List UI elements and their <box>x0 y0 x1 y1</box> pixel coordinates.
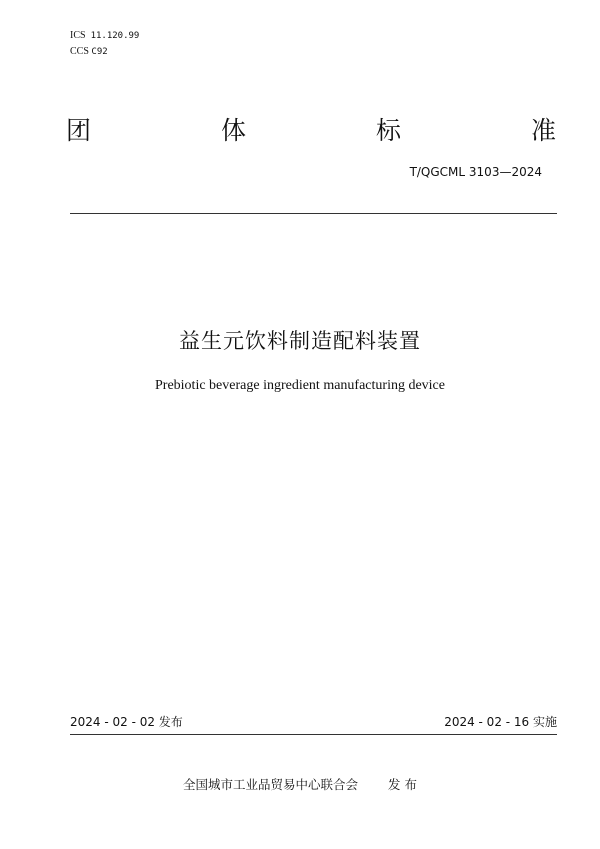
publisher-line <box>0 777 600 793</box>
implementation-date: 2024 - 02 - 16 实施 <box>444 715 557 729</box>
document-title-english: Prebiotic beverage ingredient manufacturing device <box>155 378 445 393</box>
ccs-label: CCS <box>70 46 89 57</box>
ccs-classification <box>70 46 108 58</box>
ics-label: ICS <box>70 30 86 41</box>
document-title-chinese: 益生元饮料制造配料装置 <box>179 329 421 353</box>
top-divider <box>70 213 557 214</box>
standard-type-char: 准 <box>530 116 556 145</box>
standard-number: T/QGCML 3103—2024 <box>409 165 542 179</box>
standard-type-char: 体 <box>220 116 246 145</box>
ics-classification <box>70 30 139 42</box>
ccs-code: C92 <box>91 47 108 57</box>
ics-code: 11.120.99 <box>90 31 140 41</box>
publish-action: 发 布 <box>388 777 417 792</box>
bottom-divider <box>70 734 557 735</box>
publisher-name: 全国城市工业品贸易中心联合会 <box>183 777 359 792</box>
standard-type-heading <box>66 116 556 146</box>
standard-type-char: 标 <box>375 116 401 145</box>
issue-date: 2024 - 02 - 02 发布 <box>70 715 183 729</box>
standard-type-char: 团 <box>66 116 92 145</box>
